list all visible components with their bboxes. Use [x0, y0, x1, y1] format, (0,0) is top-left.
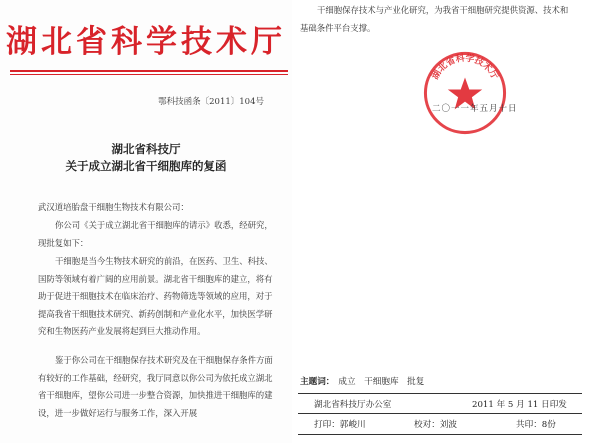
paragraph-3-text: 鉴于你公司在干细胞保存技术研究及在干细胞保存条件方面有较好的工作基础，经研究，我厅同意以你公司为依托成立湖北省干细胞库，望你公司进一步整合资源，加快推进干细胞库的建设，进一步做好运行与服务工作，深入开展 — [38, 355, 273, 418]
footer-rule-top — [298, 393, 582, 394]
footer-rule-bottom — [298, 434, 582, 435]
official-seal-icon — [422, 50, 508, 136]
document-title-line-1: 湖北省科技厅 — [111, 142, 181, 156]
issuing-office: 湖北省科技厅办公室 — [314, 400, 392, 410]
keywords-label: 主题词： — [300, 377, 335, 387]
body-paragraph-2 — [38, 253, 280, 341]
subject-keywords — [300, 375, 424, 387]
paragraph-2-text: 干细胞是当今生物技术研究的前沿，在医药、卫生、科技、国防等领域有着广阔的应用前景。湖北省干细胞库的建立，将有助于促进干细胞技术在临床治疗、药物筛选等领域的应用，对于提高我省干细胞技术研究、新药创制和产业化水平，加快医学研究和生物医药产业发展将起到巨大推动作用。 — [38, 256, 273, 337]
header-red-rule-thin — [10, 74, 288, 75]
proofreader-name: 校对：刘波 — [414, 420, 457, 430]
paragraph-1-text: 你公司《关于成立湖北省干细胞库的请示》收悉，经研究，现批复如下： — [38, 220, 273, 248]
body-paragraph-1 — [38, 217, 280, 252]
copy-count: 共印：8份 — [516, 420, 556, 430]
keywords-value: 成立 干细胞库 批复 — [338, 377, 425, 387]
continuation-paragraph — [300, 2, 570, 37]
seal-text: 湖北省科学技术厅 — [430, 53, 500, 82]
left-page — [0, 0, 292, 443]
svg-text:湖北省科学技术厅 — [428, 52, 501, 83]
document-title-line-2: 关于成立湖北省干细胞库的复函 — [65, 159, 227, 173]
header-red-rule-thick — [10, 70, 288, 72]
continuation-text: 干细胞保存技术与产业化研究，为我省干细胞研究提供资源、技术和基础条件平台支撑。 — [300, 5, 569, 33]
recipient — [38, 199, 280, 217]
signing-date: 二〇一一年五月十日 — [432, 104, 518, 114]
body-paragraph-3 — [38, 352, 280, 422]
document-number: 鄂科技函条〔2011〕104号 — [158, 97, 264, 107]
issue-date: 2011 年 5 月 11 日印发 — [472, 400, 567, 410]
recipient-text: 武汉道培胎盘干细胞生物技术有限公司： — [38, 202, 189, 212]
printer-name: 打印：郭峻川 — [314, 420, 366, 430]
issuing-authority-header: 湖北省科学技术厅 — [6, 24, 286, 60]
footer-rule-middle — [298, 413, 582, 414]
right-page — [292, 0, 594, 443]
